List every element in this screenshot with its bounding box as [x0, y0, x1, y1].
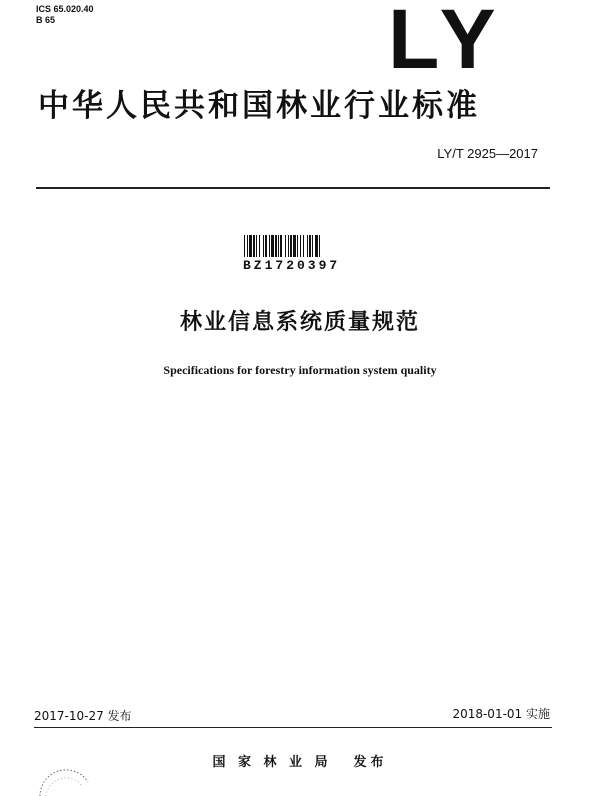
barcode-bar	[247, 235, 248, 257]
barcode-number: BZ1720397	[243, 258, 341, 273]
barcode-bar	[249, 235, 252, 257]
barcode-bar	[280, 235, 282, 257]
standard-type-title: 中华人民共和国林业行业标准	[38, 88, 480, 124]
implementation-date: 2018-01-01 实施	[452, 707, 550, 721]
standard-logo: LY	[388, 0, 504, 86]
barcode-bar	[297, 235, 298, 257]
issue-date: 2017-10-27 发布	[34, 709, 132, 723]
ics-code: ICS 65.020.40	[36, 4, 94, 14]
barcode-bar	[244, 235, 245, 257]
document-title-chinese: 林业信息系统质量规范	[179, 310, 420, 335]
barcode-bar	[300, 235, 301, 257]
document-title-english: Specifications for forestry information system quality	[163, 363, 437, 377]
barcode-bar	[307, 235, 308, 257]
barcode-bar	[275, 235, 277, 257]
barcode-bar	[285, 235, 286, 257]
barcode-bar	[312, 235, 313, 257]
barcode-bar	[269, 235, 270, 257]
ccs-code: B 65	[36, 15, 56, 25]
barcode-bar	[253, 235, 255, 257]
barcode-bar	[271, 235, 274, 257]
barcode-bar	[259, 235, 260, 257]
barcode-image	[244, 235, 354, 257]
barcode-bar	[309, 235, 311, 257]
barcode-bar	[303, 235, 304, 257]
barcode-bar	[288, 235, 289, 257]
barcode-bar	[256, 235, 257, 257]
stamp-seal-icon	[34, 762, 94, 796]
footer-divider	[34, 727, 552, 728]
barcode-bar	[263, 235, 264, 257]
barcode-bar	[315, 235, 318, 257]
header-divider	[36, 187, 550, 189]
publish-label: 发布	[353, 755, 388, 770]
standard-number: LY/T 2925—2017	[437, 146, 538, 161]
barcode-bar	[278, 235, 279, 257]
barcode-bar	[290, 235, 292, 257]
barcode-bar	[293, 235, 296, 257]
barcode-bar	[265, 235, 267, 257]
barcode-bar	[319, 235, 320, 257]
publisher-name: 国 家 林 业 局	[212, 755, 332, 770]
